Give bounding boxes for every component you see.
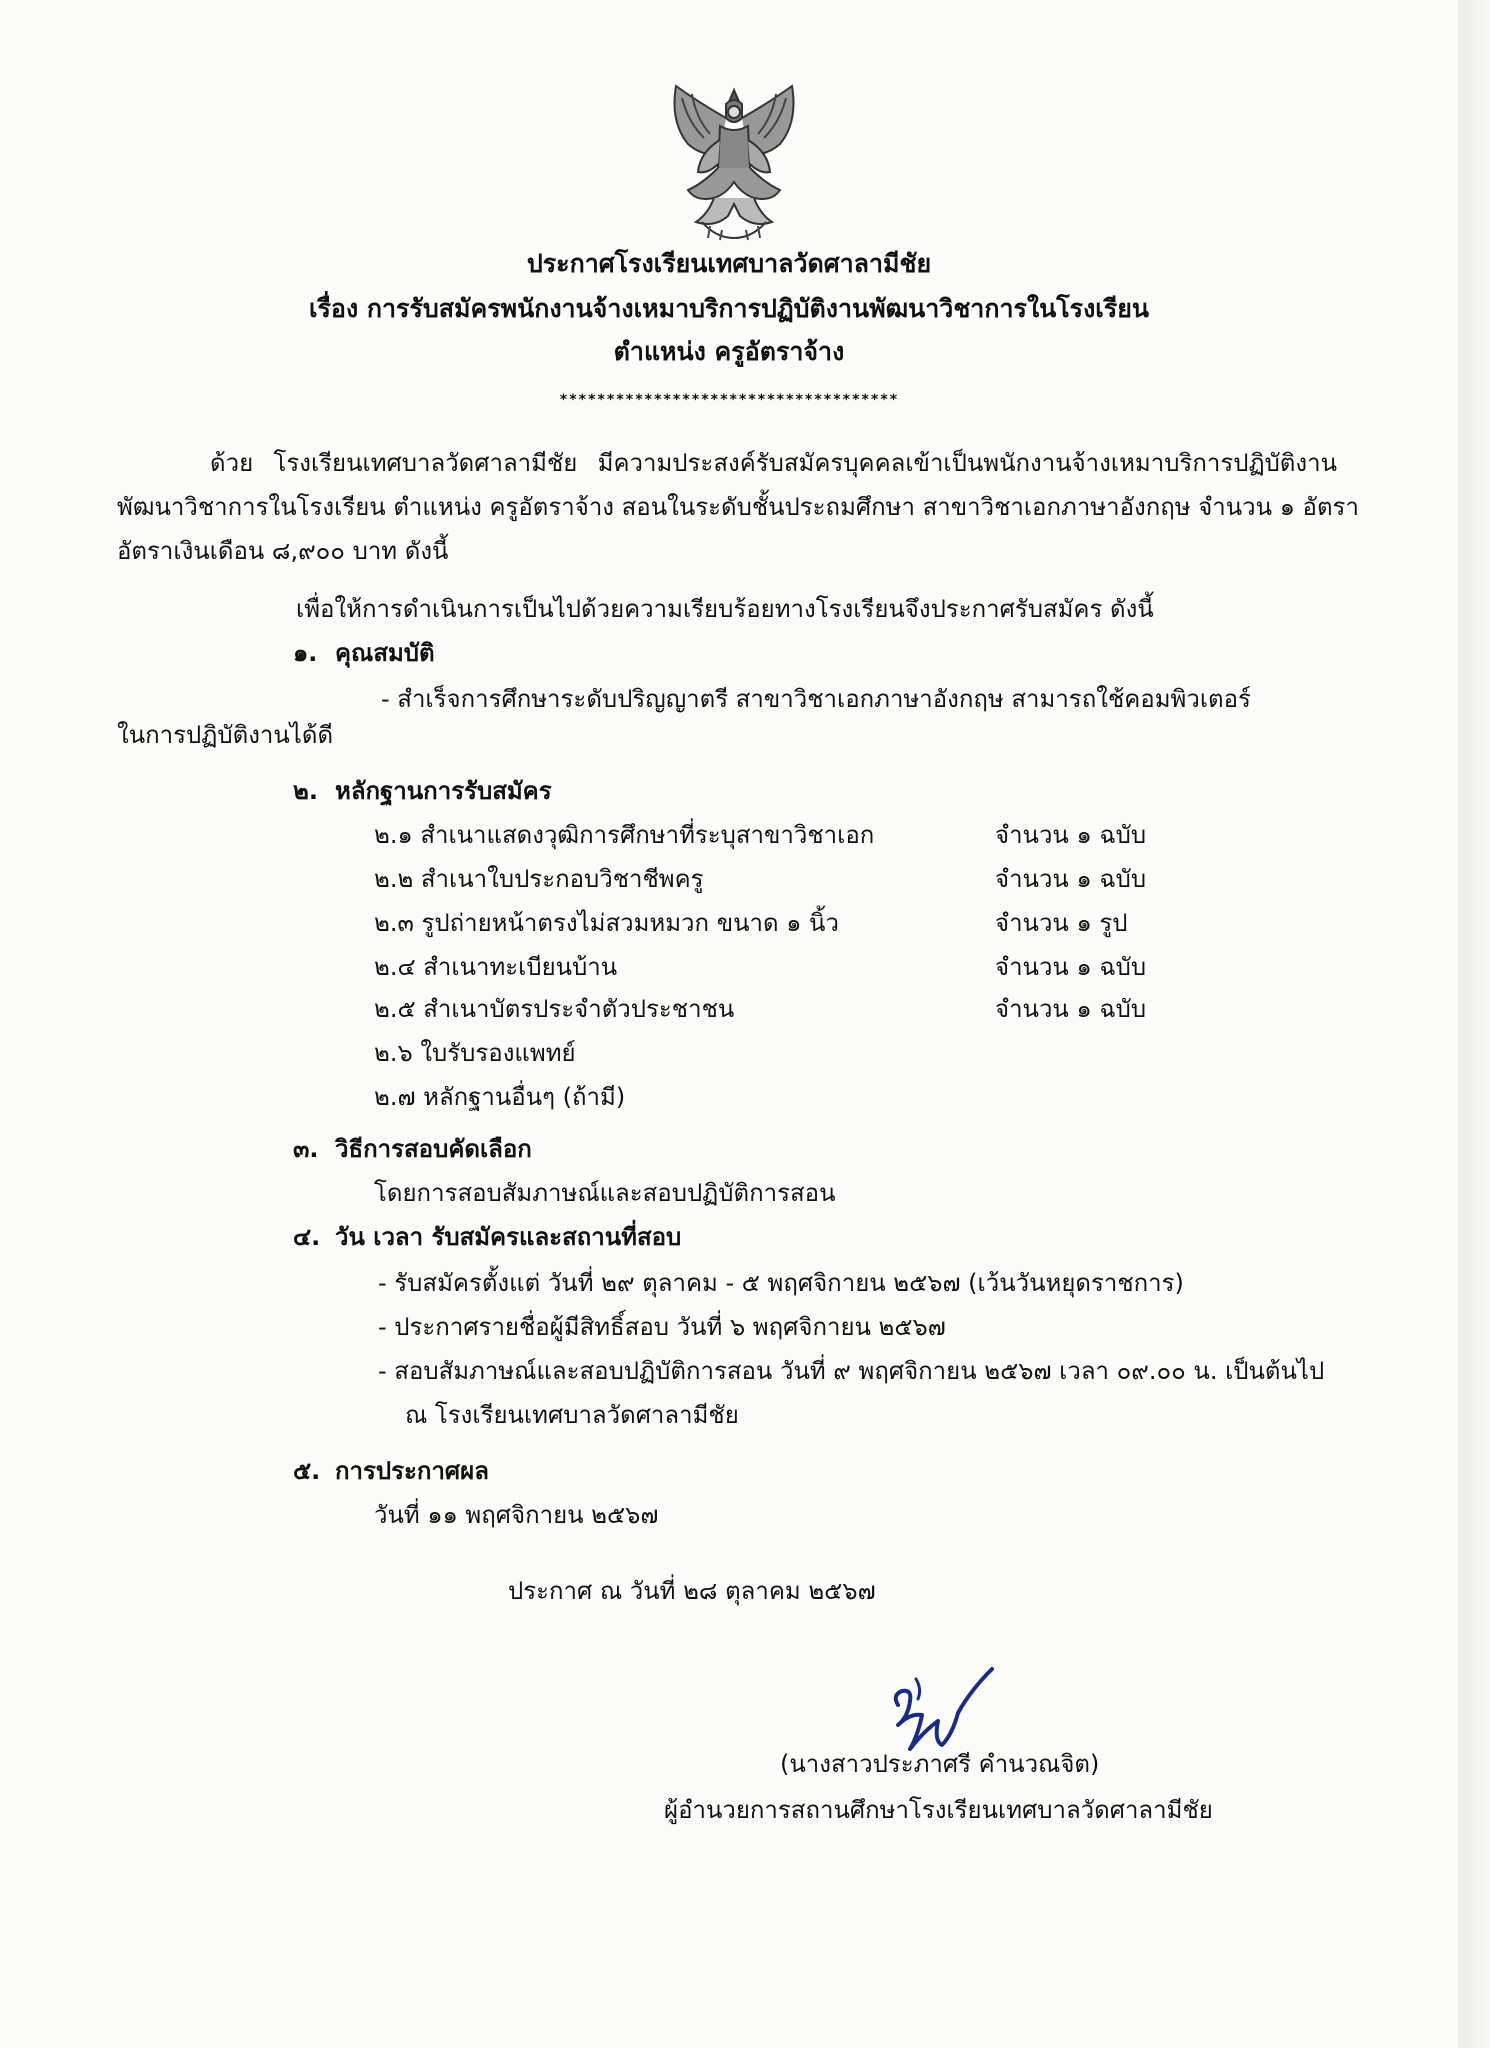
- section-3-number: ๓.: [293, 1135, 319, 1163]
- intro-line-2: พัฒนาวิชาการในโรงเรียน ตำแหน่ง ครูอัตราจ้าง สอนในระดับชั้นประถมศึกษา สาขาวิชาเอกภาษาอังกฤษ จำนวน ๑ อัตรา: [117, 493, 1359, 521]
- scan-edge: [1458, 0, 1490, 2048]
- section-1-number: ๑.: [293, 639, 318, 667]
- doc-item-label: ๒.๓ รูปถ่ายหน้าตรงไม่สวมหมวก ขนาด ๑ นิ้ว: [374, 909, 839, 937]
- doc-item-qty: จำนวน ๑ รูป: [995, 909, 1128, 937]
- doc-item-label: ๒.๖ ใบรับรองแพทย์: [374, 1039, 576, 1067]
- doc-item-label: ๒.๗ หลักฐานอื่นๆ (ถ้ามี): [374, 1083, 626, 1111]
- section-4-bullet: - ประกาศรายชื่อผู้มีสิทธิ์สอบ วันที่ ๖ พฤศจิกายน ๒๕๖๗: [378, 1313, 946, 1341]
- section-5-body: วันที่ ๑๑ พฤศจิกายน ๒๕๖๗: [374, 1501, 659, 1529]
- section-4-number: ๔.: [293, 1223, 321, 1251]
- section-2-title: หลักฐานการรับสมัคร: [335, 777, 552, 805]
- doc-item-qty: จำนวน ๑ ฉบับ: [995, 821, 1147, 849]
- signer-name: (นางสาวประภาศรี คำนวณจิต): [780, 1750, 1100, 1778]
- intro-line-3: อัตราเงินเดือน ๘,๙๐๐ บาท ดังนี้: [117, 537, 449, 565]
- document-heading: ประกาศโรงเรียนเทศบาลวัดศาลามีชัย: [526, 249, 932, 278]
- section-1-line-1: - สำเร็จการศึกษาระดับปริญญาตรี สาขาวิชาเอกภาษาอังกฤษ สามารถใช้คอมพิวเตอร์: [381, 685, 1251, 713]
- signer-position: ผู้อำนวยการสถานศึกษาโรงเรียนเทศบาลวัดศาลามีชัย: [664, 1796, 1213, 1824]
- section-5-title: การประกาศผล: [335, 1457, 489, 1485]
- doc-item-label: ๒.๑ สำเนาแสดงวุฒิการศึกษาที่ระบุสาขาวิชาเอก: [374, 821, 875, 849]
- doc-item-label: ๒.๔ สำเนาทะเบียนบ้าน: [374, 953, 618, 981]
- doc-item-qty: จำนวน ๑ ฉบับ: [995, 995, 1147, 1023]
- section-4-bullet-cont: ณ โรงเรียนเทศบาลวัดศาลามีชัย: [405, 1401, 739, 1429]
- section-4-bullet: - สอบสัมภาษณ์และสอบปฏิบัติการสอน วันที่ ๙ พฤศจิกายน ๒๕๖๗ เวลา ๐๙.๐๐ น. เป็นต้นไป: [378, 1357, 1325, 1385]
- section-1-title: คุณสมบัติ: [335, 639, 435, 667]
- section-4-bullet: - รับสมัครตั้งแต่ วันที่ ๒๙ ตุลาคม - ๕ พฤศจิกายน ๒๕๖๗ (เว้นวันหยุดราชการ): [378, 1269, 1184, 1297]
- section-3-title: วิธีการสอบคัดเลือก: [335, 1135, 532, 1163]
- handwritten-signature: [888, 1665, 998, 1761]
- section-2-number: ๒.: [293, 777, 318, 805]
- section-4-title: วัน เวลา รับสมัครและสถานที่สอบ: [335, 1223, 682, 1251]
- document-position: ตำแหน่ง ครูอัตราจ้าง: [613, 337, 845, 366]
- section-1-line-2: ในการปฏิบัติงานได้ดี: [117, 721, 334, 749]
- doc-item-label: ๒.๕ สำเนาบัตรประจำตัวประชาชน: [374, 995, 735, 1023]
- intro-line-4: เพื่อให้การดำเนินการเป็นไปด้วยความเรียบร้อยทางโรงเรียนจึงประกาศรับสมัคร ดังนี้: [296, 595, 1154, 623]
- announce-date: ประกาศ ณ วันที่ ๒๘ ตุลาคม ๒๕๖๗: [508, 1577, 876, 1605]
- section-3-body: โดยการสอบสัมภาษณ์และสอบปฏิบัติการสอน: [374, 1179, 836, 1207]
- document-subject: เรื่อง การรับสมัครพนักงานจ้างเหมาบริการปฏิบัติงานพัฒนาวิชาการในโรงเรียน: [308, 294, 1150, 323]
- section-5-number: ๕.: [293, 1457, 321, 1485]
- garuda-emblem: [658, 82, 810, 242]
- doc-item-qty: จำนวน ๑ ฉบับ: [995, 953, 1147, 981]
- doc-item-qty: จำนวน ๑ ฉบับ: [995, 865, 1147, 893]
- doc-item-label: ๒.๒ สำเนาใบประกอบวิชาชีพครู: [374, 865, 704, 893]
- intro-line-1: ด้วย โรงเรียนเทศบาลวัดศาลามีชัย มีความประสงค์รับสมัครบุคคลเข้าเป็นพนักงานจ้างเหมาบริการปฏิบัติงาน: [210, 449, 1337, 477]
- separator-line: ************************************: [559, 392, 899, 408]
